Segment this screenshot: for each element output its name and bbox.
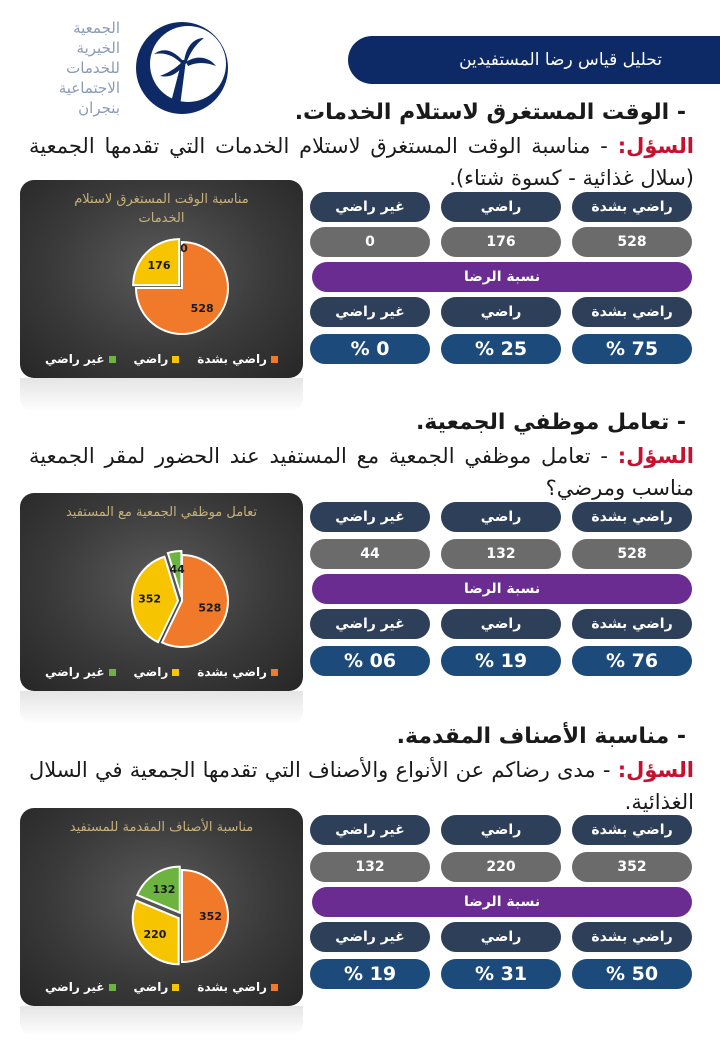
label-satisfied: راضي — [441, 192, 561, 222]
legend-item — [45, 665, 116, 679]
count-satisfied: 176 — [441, 227, 561, 257]
legend-label: راضي بشدة — [197, 665, 267, 679]
label-very-satisfied: راضي بشدة — [572, 609, 692, 639]
pie-data-label: 528 — [190, 302, 214, 316]
label-not-satisfied: غير راضي — [310, 609, 430, 639]
label-not-satisfied: غير راضي — [310, 297, 430, 327]
pie-data-label: 132 — [152, 882, 176, 896]
logo-line: بنجران — [78, 99, 120, 117]
question-text: - مناسبة الوقت المستغرق لاستلام الخدمات التي تقدمها الجمعية (سلال غذائية - كسوة شتاء). — [29, 134, 694, 190]
pie-data-label: 352 — [138, 592, 162, 606]
pie-chart — [20, 808, 303, 1006]
legend-swatch-icon — [172, 669, 179, 676]
section-title: - مناسبة الأصناف المقدمة. — [396, 724, 686, 749]
label-very-satisfied: راضي بشدة — [572, 297, 692, 327]
question-text: - تعامل موظفي الجمعية مع المستفيد عند الحضور لمقر الجمعية مناسب ومرضي؟ — [29, 444, 694, 500]
legend-item — [45, 352, 116, 366]
legend-swatch-icon — [172, 356, 179, 363]
legend-label: راضي — [133, 665, 169, 679]
pie-chart — [20, 493, 303, 691]
chart-reflection — [20, 691, 303, 725]
chart-title: مناسبة الوقت المستغرق لاستلام الخدمات — [74, 192, 249, 226]
pie-data-label: 0 — [180, 242, 188, 255]
chart-reflection — [20, 378, 303, 412]
label-not-satisfied: غير راضي — [310, 922, 430, 952]
legend-swatch-icon — [271, 356, 278, 363]
percent-not-satisfied: 06 % — [310, 646, 430, 676]
label-satisfied: راضي — [441, 502, 561, 532]
pie-data-label: 176 — [147, 259, 171, 273]
satisfaction-rate-label: نسبة الرضا — [312, 574, 692, 604]
percent-not-satisfied: 0 % — [310, 334, 430, 364]
percent-satisfied: 19 % — [441, 646, 561, 676]
legend-swatch-icon — [271, 984, 278, 991]
legend-label: راضي بشدة — [197, 980, 267, 994]
legend-swatch-icon — [109, 669, 116, 676]
count-very-satisfied: 528 — [572, 227, 692, 257]
legend-label: راضي — [133, 980, 169, 994]
percent-satisfied: 25 % — [441, 334, 561, 364]
legend-item — [197, 980, 278, 994]
count-not-satisfied: 44 — [310, 539, 430, 569]
chart-legend — [20, 980, 303, 994]
label-very-satisfied: راضي بشدة — [572, 815, 692, 845]
pie-chart-svg — [20, 493, 303, 691]
logo-text — [40, 18, 120, 118]
legend-label: راضي — [133, 352, 169, 366]
section-title: - الوقت المستغرق لاستلام الخدمات. — [294, 100, 686, 125]
stats-panel — [310, 502, 694, 677]
pie-data-label: 352 — [199, 910, 223, 923]
count-satisfied: 220 — [441, 852, 561, 882]
pie-data-label: 44 — [169, 562, 185, 576]
label-very-satisfied: راضي بشدة — [572, 922, 692, 952]
legend-swatch-icon — [172, 984, 179, 991]
percent-very-satisfied: 50 % — [572, 959, 692, 989]
count-very-satisfied: 528 — [572, 539, 692, 569]
percent-very-satisfied: 75 % — [572, 334, 692, 364]
legend-item — [134, 980, 180, 994]
question-label: السؤل: — [617, 444, 694, 468]
pie-data-label: 528 — [198, 601, 222, 615]
satisfaction-rate-label: نسبة الرضا — [312, 262, 692, 292]
legend-item — [134, 352, 180, 366]
label-not-satisfied: غير راضي — [310, 502, 430, 532]
legend-swatch-icon — [271, 669, 278, 676]
label-not-satisfied: غير راضي — [310, 815, 430, 845]
organization-logo — [40, 18, 230, 118]
legend-item — [45, 980, 116, 994]
legend-item — [134, 665, 180, 679]
legend-swatch-icon — [109, 356, 116, 363]
legend-label: غير راضي — [45, 665, 105, 679]
count-not-satisfied: 132 — [310, 852, 430, 882]
label-satisfied: راضي — [441, 297, 561, 327]
pie-data-label: 220 — [143, 928, 167, 942]
count-not-satisfied: 0 — [310, 227, 430, 257]
section-title: - تعامل موظفي الجمعية. — [415, 410, 686, 435]
percent-very-satisfied: 76 % — [572, 646, 692, 676]
logo-line: الاجتماعية — [58, 79, 120, 97]
stats-panel — [310, 815, 694, 990]
chart-legend — [20, 352, 303, 366]
pie-chart-svg — [20, 808, 303, 1006]
label-satisfied: راضي — [441, 922, 561, 952]
percent-satisfied: 31 % — [441, 959, 561, 989]
chart-reflection — [20, 1006, 303, 1036]
pie-chart-svg — [20, 180, 303, 378]
pie-chart — [20, 180, 303, 378]
label-not-satisfied: غير راضي — [310, 192, 430, 222]
legend-label: غير راضي — [45, 352, 105, 366]
label-satisfied: راضي — [441, 815, 561, 845]
label-very-satisfied: راضي بشدة — [572, 192, 692, 222]
legend-item — [197, 665, 278, 679]
percent-not-satisfied: 19 % — [310, 959, 430, 989]
logo-emblem-icon — [132, 18, 232, 118]
stats-panel — [310, 192, 694, 367]
chart-title: تعامل موظفي الجمعية مع المستفيد — [65, 505, 258, 520]
question-label: السؤل: — [617, 134, 694, 158]
count-very-satisfied: 352 — [572, 852, 692, 882]
satisfaction-rate-label: نسبة الرضا — [312, 887, 692, 917]
page-title: تحليل قياس رضا المستفيدين — [459, 50, 662, 70]
legend-item — [197, 352, 278, 366]
question-label: السؤل: — [617, 758, 694, 782]
logo-line: الخيرية — [76, 39, 120, 57]
chart-legend — [20, 665, 303, 679]
label-satisfied: راضي — [441, 609, 561, 639]
label-very-satisfied: راضي بشدة — [572, 502, 692, 532]
legend-swatch-icon — [109, 984, 116, 991]
logo-line: للخدمات — [66, 59, 120, 77]
chart-title: مناسبة الأصناف المقدمة للمستفيد — [69, 820, 254, 835]
question-text: - مدى رضاكم عن الأنواع والأصناف التي تقدمها الجمعية في السلال الغذائية. — [29, 758, 694, 814]
count-satisfied: 132 — [441, 539, 561, 569]
legend-label: راضي بشدة — [197, 352, 267, 366]
legend-label: غير راضي — [45, 980, 105, 994]
page-title-banner — [348, 36, 720, 84]
logo-line: الجمعية — [73, 19, 120, 37]
